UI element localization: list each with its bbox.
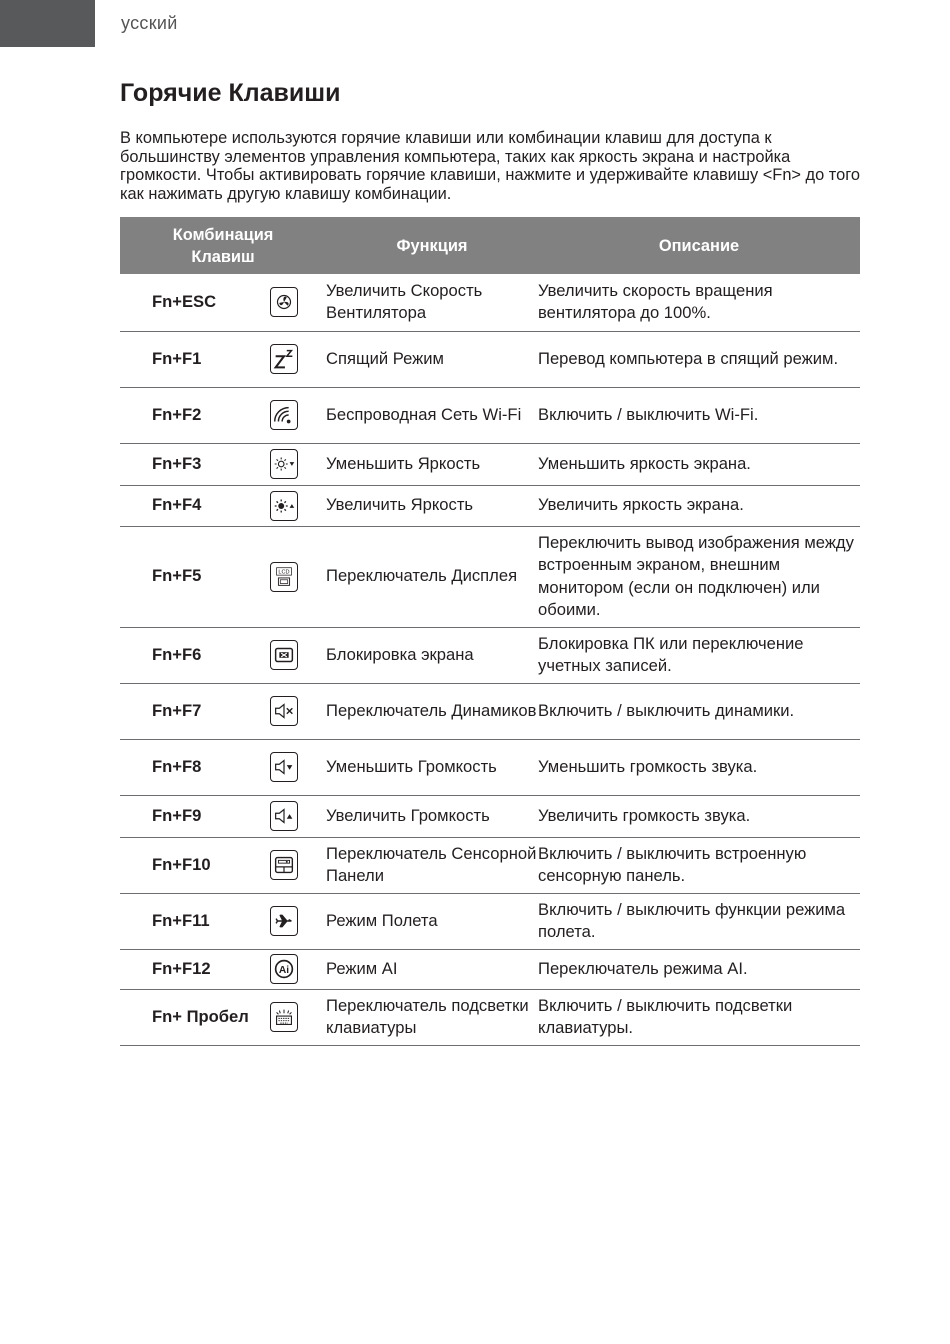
function-description: Включить / выключить динамики. — [538, 683, 860, 739]
wifi-icon — [270, 400, 298, 430]
function-name: Увеличить Скорость Вентилятора — [326, 274, 538, 331]
table-header-row — [120, 217, 860, 274]
table-row — [120, 526, 860, 627]
page-title: Горячие Клавиши — [120, 79, 341, 107]
function-name: Уменьшить Яркость — [326, 443, 538, 485]
table-row — [120, 485, 860, 526]
touchpad-icon — [270, 850, 298, 880]
table-row — [120, 627, 860, 683]
volume-up-icon — [270, 801, 298, 831]
hotkeys-table — [120, 217, 860, 1046]
brightness-up-icon — [270, 491, 298, 521]
function-name: Переключатель Сенсорной Панели — [326, 837, 538, 893]
key-combo: Fn+F6 — [120, 627, 254, 683]
function-description: Переключить вывод изображения между встроенным экраном, внешним монитором (если он подключен) или обоими. — [538, 526, 860, 627]
function-name: Режим AI — [326, 949, 538, 989]
speaker-mute-icon — [270, 696, 298, 726]
language-label: усский — [121, 13, 178, 33]
ai-mode-icon — [270, 954, 298, 984]
function-description: Включить / выключить встроенную сенсорную панель. — [538, 837, 860, 893]
header-function: Функция — [326, 217, 538, 274]
table-row — [120, 989, 860, 1045]
function-name: Блокировка экрана — [326, 627, 538, 683]
language-tab — [0, 0, 95, 47]
display-switch-icon — [270, 562, 298, 592]
display-switch-icon-text: LCD — [278, 569, 290, 576]
function-description: Включить / выключить Wi-Fi. — [538, 387, 860, 443]
table-row — [120, 331, 860, 387]
table-row — [120, 274, 860, 331]
function-description: Включить / выключить подсветки клавиатуры. — [538, 989, 860, 1045]
ai-mode-icon-text: Ai — [278, 965, 290, 977]
function-description: Уменьшить яркость экрана. — [538, 443, 860, 485]
key-combo: Fn+F7 — [120, 683, 254, 739]
function-name: Переключатель Дисплея — [326, 526, 538, 627]
function-description: Увеличить громкость звука. — [538, 795, 860, 837]
function-description: Блокировка ПК или переключение учетных записей. — [538, 627, 860, 683]
key-combo: Fn+F2 — [120, 387, 254, 443]
function-name: Переключатель подсветки клавиатуры — [326, 989, 538, 1045]
sleep-icon — [270, 344, 298, 374]
function-description: Перевод компьютера в спящий режим. — [538, 331, 860, 387]
table-row — [120, 387, 860, 443]
key-combo: Fn+F1 — [120, 331, 254, 387]
function-description: Включить / выключить функции режима полета. — [538, 893, 860, 949]
lock-screen-icon — [270, 640, 298, 670]
function-description: Увеличить яркость экрана. — [538, 485, 860, 526]
table-row — [120, 683, 860, 739]
airplane-icon — [270, 906, 298, 936]
key-combo: Fn+ESC — [120, 274, 254, 331]
intro-paragraph: В компьютере используются горячие клавиши или комбинации клавиш для доступа к большинству элементов управления компьютера, таких как яркость экрана и настройка громкости. Чтобы активировать горячие клавиши, нажмите и удерживайте клавишу <Fn> до того как нажимать другую клавишу комбинации. — [120, 129, 860, 203]
key-combo: Fn+F4 — [120, 485, 254, 526]
function-name: Увеличить Громкость — [326, 795, 538, 837]
function-description: Уменьшить громкость звука. — [538, 739, 860, 795]
keyboard-backlight-icon — [270, 1002, 298, 1032]
key-combo: Fn+F3 — [120, 443, 254, 485]
table-row — [120, 893, 860, 949]
table-row — [120, 739, 860, 795]
table-row — [120, 837, 860, 893]
header-combo — [120, 217, 326, 274]
key-combo: Fn+F9 — [120, 795, 254, 837]
function-name: Увеличить Яркость — [326, 485, 538, 526]
function-name: Спящий Режим — [326, 331, 538, 387]
key-combo: Fn+ Пробел — [120, 989, 254, 1045]
key-combo: Fn+F11 — [120, 893, 254, 949]
header-combo-line2: Клавиш — [191, 247, 255, 266]
brightness-down-icon — [270, 449, 298, 479]
key-combo: Fn+F12 — [120, 949, 254, 989]
table-row — [120, 795, 860, 837]
volume-down-icon — [270, 752, 298, 782]
key-combo: Fn+F8 — [120, 739, 254, 795]
table-row — [120, 443, 860, 485]
function-name: Переключатель Динамиков — [326, 683, 538, 739]
key-combo: Fn+F5 — [120, 526, 254, 627]
fan-icon — [270, 287, 298, 317]
function-description: Переключатель режима AI. — [538, 949, 860, 989]
header-description: Описание — [538, 217, 860, 274]
function-description: Увеличить скорость вращения вентилятора до 100%. — [538, 274, 860, 331]
table-row — [120, 949, 860, 989]
function-name: Режим Полета — [326, 893, 538, 949]
function-name: Уменьшить Громкость — [326, 739, 538, 795]
header-combo-line1: Комбинация — [172, 225, 274, 244]
function-name: Беспроводная Сеть Wi-Fi — [326, 387, 538, 443]
key-combo: Fn+F10 — [120, 837, 254, 893]
